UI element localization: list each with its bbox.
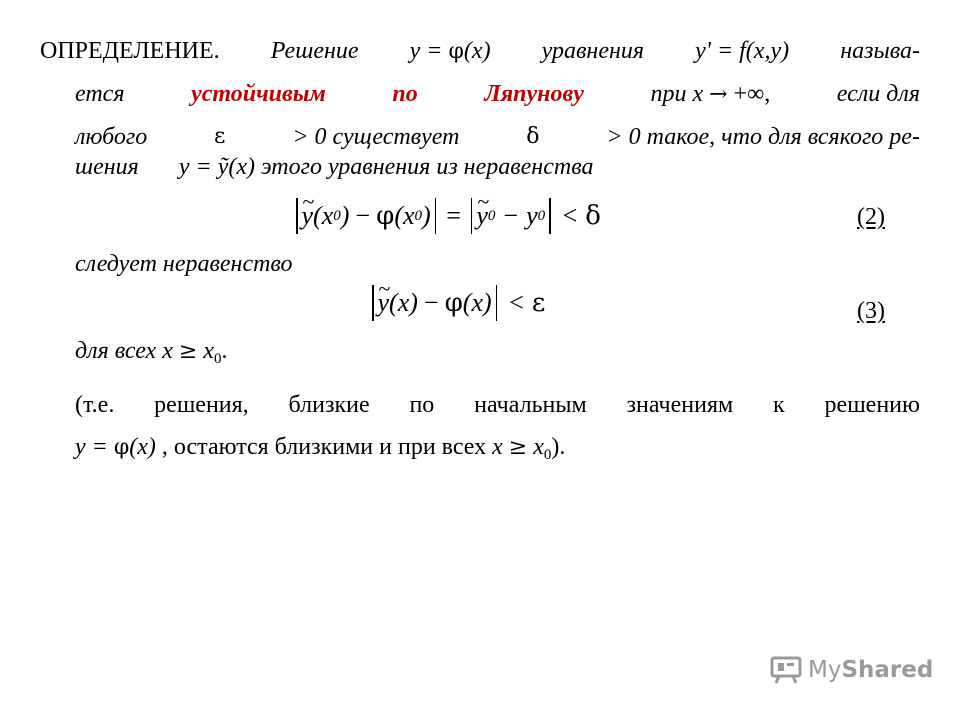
remark-line-2: [75, 432, 565, 463]
equation-number-2: (2): [857, 204, 885, 230]
remark-word: значениям: [626, 392, 734, 418]
limit-expr: при x → +∞,: [650, 81, 771, 107]
text-equation: уравнения: [541, 38, 645, 64]
watermark-shared: Shared: [841, 657, 934, 683]
remark-word: (т.е.: [75, 392, 115, 418]
delta-symbol: δ: [526, 124, 540, 149]
var-x: x: [203, 338, 214, 364]
phi-symbol: φ: [444, 288, 463, 318]
abs-bar: [296, 198, 298, 234]
epsilon-symbol: ε: [214, 124, 226, 149]
remark-word: решения,: [154, 392, 249, 418]
text-any: любого: [75, 124, 148, 150]
arg-x0-phi: (x: [394, 201, 415, 230]
remark-word: начальным: [474, 392, 587, 418]
text-is: ется: [75, 81, 125, 107]
term-stable: устойчивым: [191, 81, 326, 107]
subscript-0: 0: [543, 447, 552, 463]
phi-symbol: φ: [113, 435, 130, 460]
remark-word: к: [773, 392, 785, 418]
line-follows: следует неравенство: [75, 251, 293, 277]
geq-symbol: ≥: [178, 339, 198, 364]
period: .: [221, 338, 228, 364]
y0-tilde: ~ y: [476, 201, 488, 231]
text-solution: Решение: [270, 38, 359, 64]
less-than-sign: <: [509, 288, 524, 317]
watermark-my: My: [808, 657, 842, 683]
text-if-for: если для: [836, 81, 920, 107]
geq-symbol: ≥: [508, 435, 528, 460]
text-exists: > 0 существует: [292, 124, 460, 150]
paren-close: ): [422, 201, 431, 230]
definition-word: ОПРЕДЕЛЕНИЕ.: [40, 38, 220, 64]
text-for-all: для всех x: [75, 338, 173, 364]
remark-line-1: [75, 390, 920, 420]
arg-x0: (x: [313, 201, 334, 230]
definition-line-1: [40, 36, 920, 67]
y0: y: [526, 201, 538, 230]
subscript-0: 0: [213, 351, 222, 367]
minus-sign: −: [423, 288, 439, 317]
abs-bar: [471, 198, 473, 234]
equation-expr: y' = f(x,y): [695, 38, 790, 64]
term-by: по: [392, 81, 418, 107]
abs-bar: [372, 285, 374, 321]
remark-word: по: [409, 392, 435, 418]
formula-3: [368, 283, 545, 323]
delta-symbol: δ: [585, 201, 601, 231]
minus-sign: −: [355, 201, 371, 230]
text-of-inequality: y = ỹ(x) этого уравнения из неравенства: [178, 154, 594, 180]
paren-close: ): [340, 201, 350, 230]
remark-word: близкие: [288, 392, 370, 418]
text-solutions: шения: [75, 154, 139, 180]
solution-expr: y = φ(x): [409, 38, 491, 64]
formula-2: ~ y (x 0 ) − φ (x 0 ) = ~ y 0 − y 0 < δ: [292, 196, 601, 236]
var-x0: x: [533, 434, 544, 460]
equals-sign: =: [446, 201, 461, 230]
definition-line-4: [75, 152, 593, 182]
remark-text: , остаются близкими и при всех: [161, 434, 487, 460]
text-such-that: > 0 такое, что для всякого ре-: [606, 124, 920, 150]
y-tilde: ~ y: [302, 201, 314, 231]
abs-bar: [496, 285, 498, 321]
closing-paren: ).: [551, 434, 566, 460]
arg-x: (x): [462, 288, 492, 317]
phi-symbol: φ: [376, 201, 395, 231]
remark-word: решению: [824, 392, 920, 418]
epsilon-symbol: ε: [531, 288, 546, 318]
abs-bar: [549, 198, 551, 234]
arg-x: (x): [129, 434, 156, 460]
equation-number-3: (3): [857, 298, 885, 324]
y-tilde: ~ y: [378, 288, 390, 318]
var-x: x: [492, 434, 503, 460]
arg-x: (x): [389, 288, 418, 317]
mysharedwatermark: [770, 656, 933, 684]
term-lyapunov: Ляпунову: [484, 81, 584, 107]
text-called: называ-: [840, 38, 920, 64]
line-for-all: [75, 336, 227, 367]
abs-bar: [435, 198, 437, 234]
definition-line-2: [75, 79, 920, 110]
minus-sign: −: [503, 201, 519, 230]
less-than-sign: <: [562, 201, 578, 230]
solution-expr: y =: [75, 434, 108, 460]
presentation-board-icon: [770, 656, 802, 684]
definition-line-3: [75, 122, 920, 152]
